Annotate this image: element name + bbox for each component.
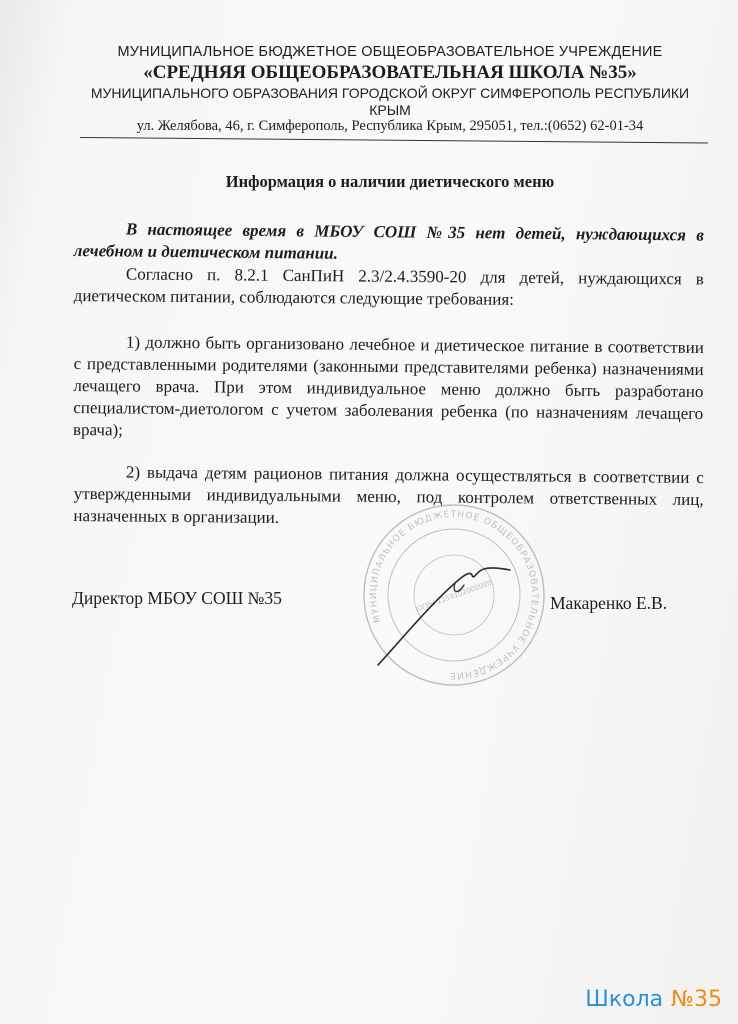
director-title: Директор МБОУ СОШ №35 — [72, 588, 282, 608]
stamp-center-text: ОГРН 1159102000000 — [415, 578, 494, 614]
header-institution-type: МУНИЦИПАЛЬНОЕ БЮДЖЕТНОЕ ОБЩЕОБРАЗОВАТЕЛЬНОЕ УЧРЕЖДЕНИЕ — [117, 44, 663, 60]
header-region: КРЫМ — [369, 102, 411, 118]
document-title: Информация о наличии диетического меню — [225, 172, 555, 191]
director-signature — [360, 555, 520, 675]
watermark-word: Школа — [585, 987, 664, 1012]
header-school-name: «СРЕДНЯЯ ОБЩЕОБРАЗОВАТЕЛЬНАЯ ШКОЛА №35» — [143, 62, 637, 83]
school-watermark-logo — [585, 987, 722, 1012]
header-municipality: МУНИЦИПАЛЬНОГО ОБРАЗОВАНИЯ ГОРОДСКОЙ ОКРУГ СИМФЕРОПОЛЬ РЕСПУБЛИКИ — [90, 85, 690, 101]
header-address: ул. Желябова, 46, г. Симферополь, Республика Крым, 295051, тел.:(0652) 62-01-34 — [136, 118, 644, 134]
stamp-outer-text: МУНИЦИПАЛЬНОЕ БЮДЖЕТНОЕ ОБЩЕОБРАЗОВАТЕЛЬНОЕ УЧРЕЖДЕНИЕ — [368, 509, 540, 681]
requirement-item-1: 1) должно быть организовано лечебное и диетическое питание в соответствии с представленными родителями (законными представителями ребенка) назначениями лечащего врача. При этом индивидуальное меню должно быть разработано специалистом-диетологом с учетом заболевания ребенка (по назначениям лечащего врача); — [72, 332, 704, 440]
director-name: Макаренко Е.В. — [550, 593, 668, 613]
legal-basis-paragraph: Согласно п. 8.2.1 СанПиН 2.3/2.4.3590-20 для детей, нуждающихся в диетическом питании, соблюдаются следующие требования: — [73, 264, 704, 309]
requirement-item-2: 2) выдача детям рационов питания должна осуществляться в соответствии с утвержденными индивидуальными меню, под контролем ответственных лиц, назначенных в организации. — [73, 462, 704, 527]
watermark-number: №35 — [671, 987, 722, 1012]
intro-paragraph: В настоящее время в МБОУ СОШ №35 нет детей, нуждающихся в лечебном и диетическом питании. — [73, 219, 704, 263]
header-divider — [80, 137, 708, 143]
